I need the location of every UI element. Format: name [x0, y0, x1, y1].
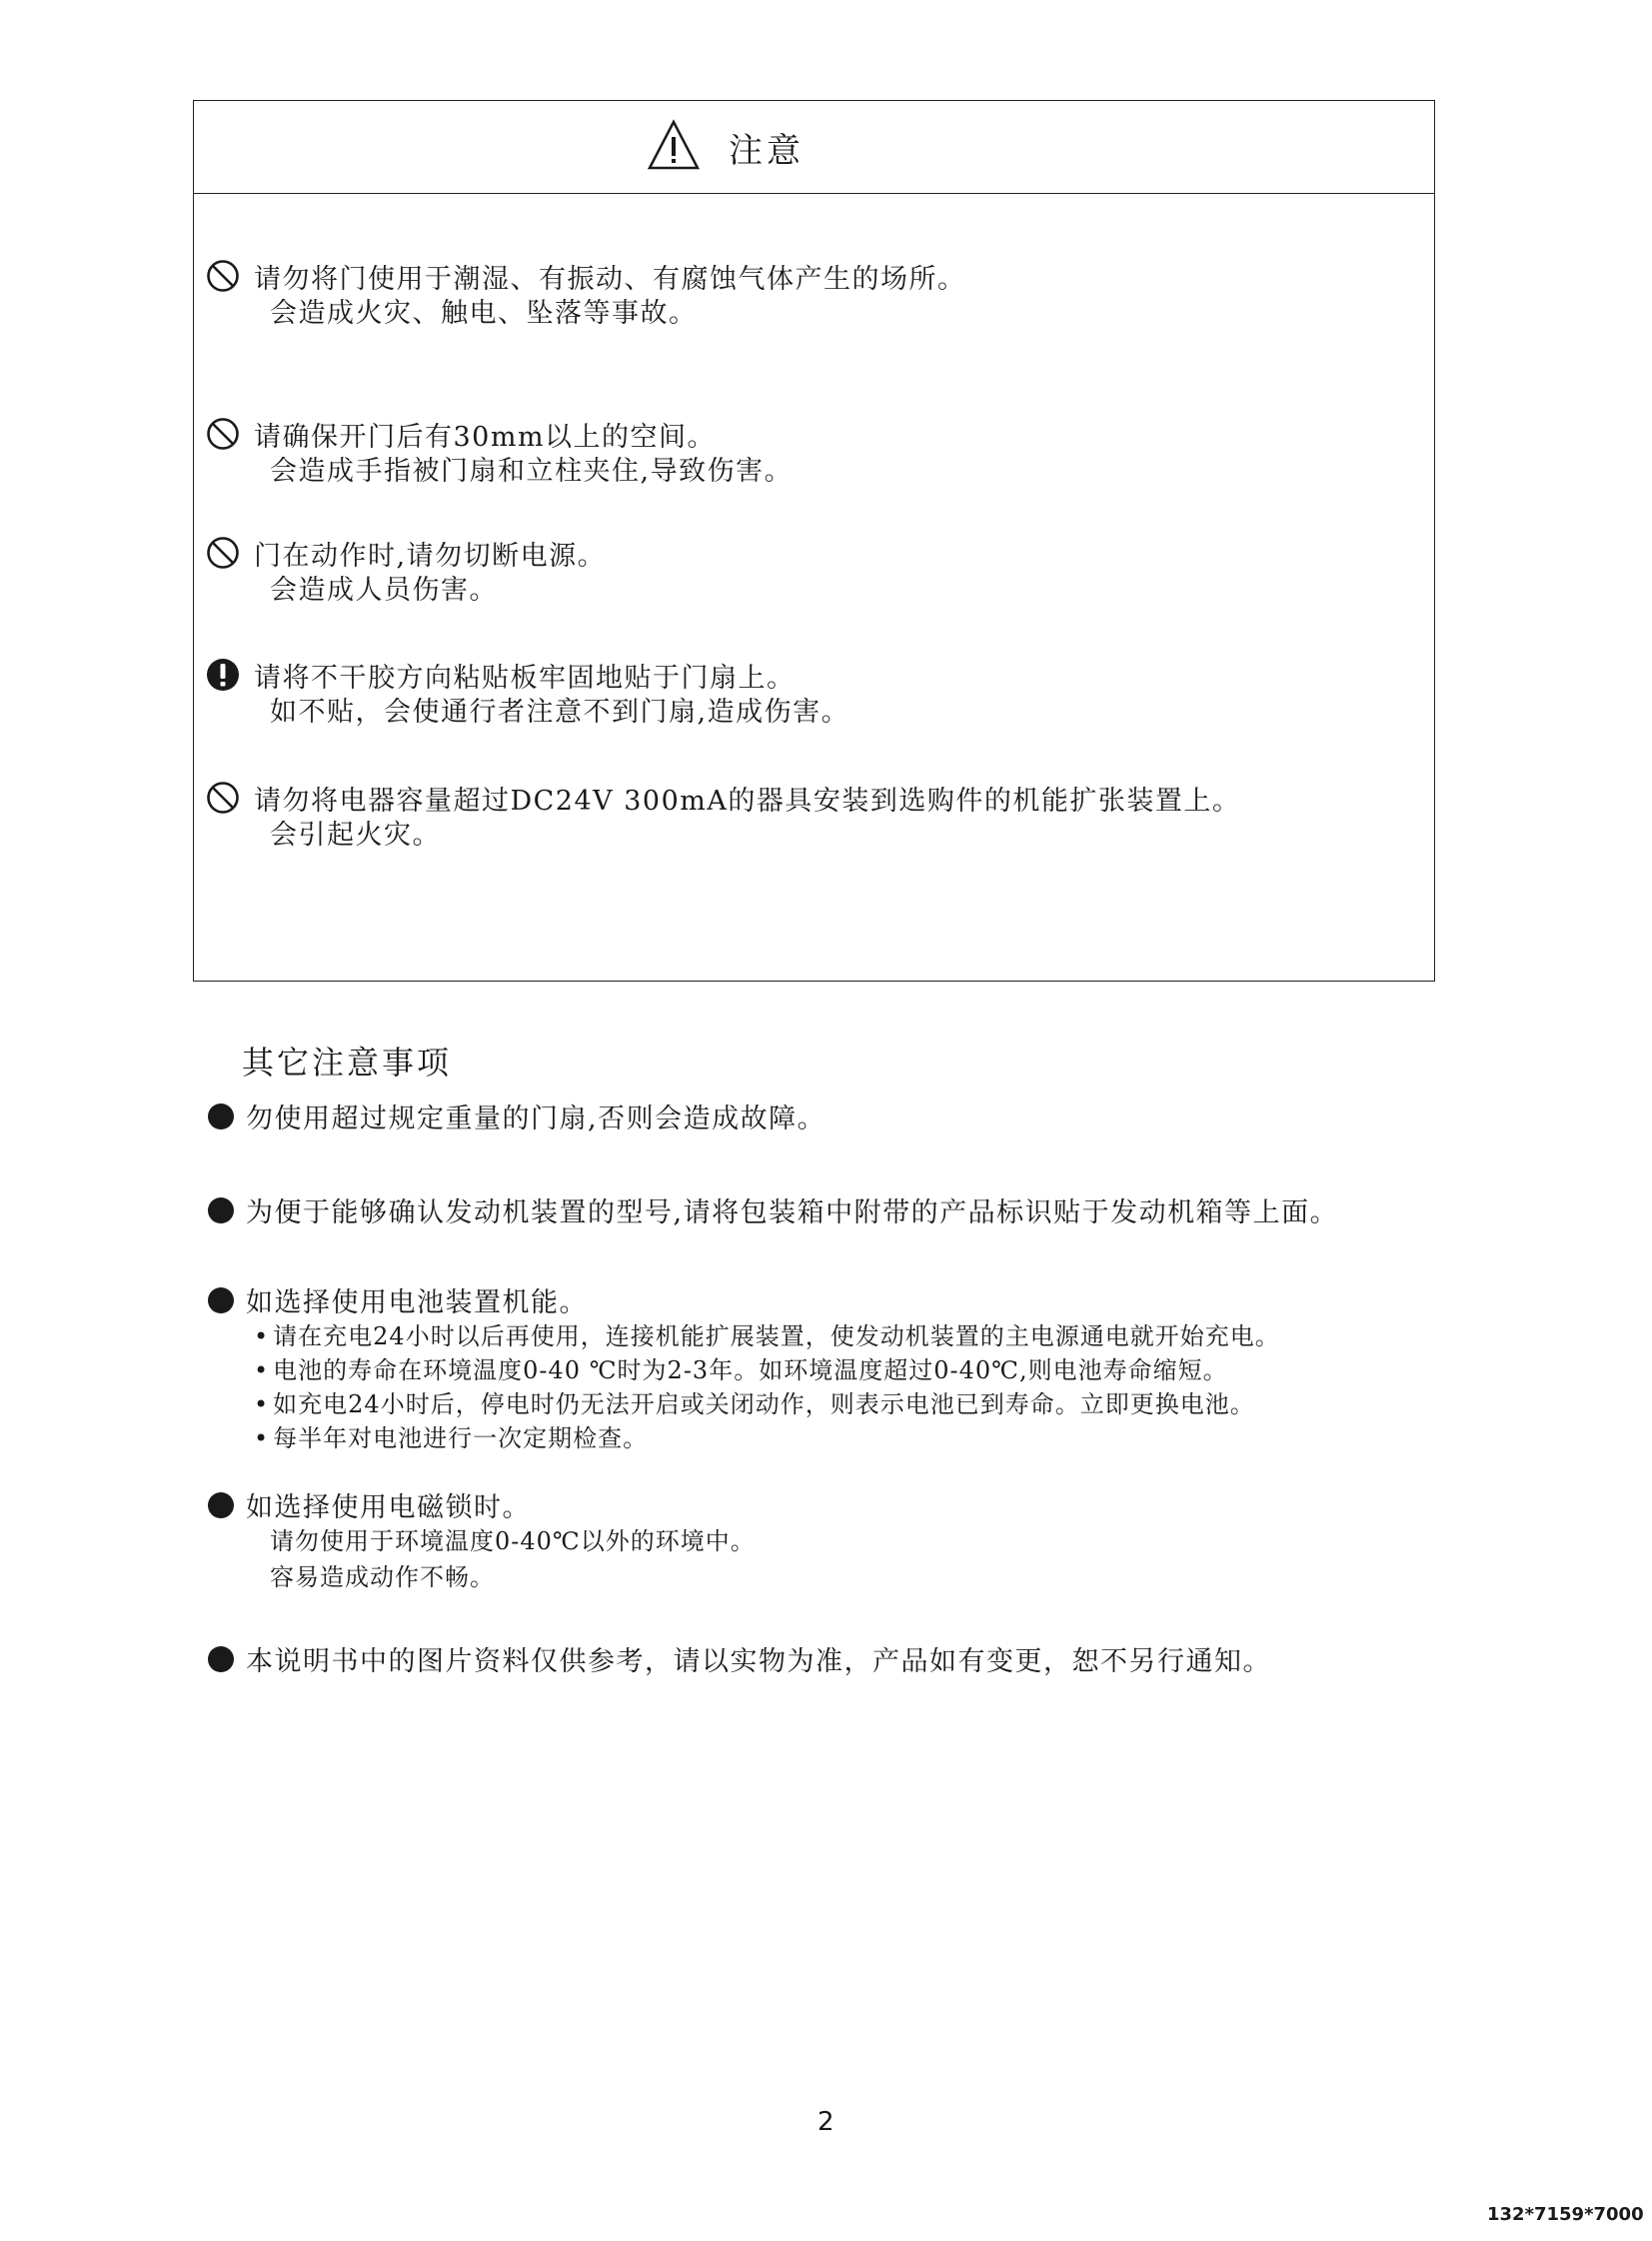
note-text: 勿使用超过规定重量的门扇,否则会造成故障。 [246, 1104, 826, 1134]
caution-consequence: 会造成人员伤害。 [270, 575, 498, 606]
prohibited-icon [206, 259, 240, 293]
warning-triangle-icon [647, 119, 701, 171]
bullet-dot-icon [208, 1197, 234, 1223]
bullet-dot-icon [208, 1646, 234, 1672]
exclamation-icon [206, 658, 240, 692]
caution-text: 请勿将门使用于潮湿、有振动、有腐蚀气体产生的场所。 [254, 264, 966, 295]
bullet-dot-icon [208, 1104, 234, 1129]
caution-text: 门在动作时,请勿切断电源。 [254, 541, 607, 572]
caution-consequence: 会引起火灾。 [270, 820, 441, 851]
note-text: 为便于能够确认发动机装置的型号,请将包装箱中附带的产品标识贴于发动机箱等上面。 [246, 1197, 1339, 1228]
note-subitem: 请勿使用于环境温度0-40℃以外的环境中。 [270, 1527, 756, 1555]
bullet-dot-icon [208, 1287, 234, 1313]
bullet-dot-icon [208, 1492, 234, 1518]
print-code: 132*7159*7000 [1487, 2204, 1644, 2225]
caution-text: 请勿将电器容量超过DC24V 300mA的器具安装到选购件的机能扩张装置上。 [254, 786, 1241, 817]
prohibited-icon [206, 781, 240, 815]
caution-consequence: 如不贴，会使通行者注意不到门扇,造成伤害。 [270, 697, 850, 728]
note-text: 如选择使用电磁锁时。 [246, 1492, 531, 1523]
caution-header [194, 101, 1434, 194]
caution-box [193, 100, 1435, 982]
other-notes-title: 其它注意事项 [242, 1044, 453, 1082]
note-subitem: • 如充电24小时后，停电时仍无法开启或关闭动作，则表示电池已到寿命。立即更换电池。 [254, 1384, 1255, 1419]
caution-consequence: 会造成火灾、触电、坠落等事故。 [270, 298, 698, 329]
caution-text: 请确保开门后有30mm以上的空间。 [254, 422, 717, 453]
caution-title: 注意 [729, 131, 805, 171]
note-subitem: • 请在充电24小时以后再使用，连接机能扩展装置，使发动机装置的主电源通电就开始充电。 [254, 1316, 1280, 1351]
note-text: 如选择使用电池装置机能。 [246, 1287, 588, 1318]
caution-consequence: 会造成手指被门扇和立柱夹住,导致伤害。 [270, 456, 794, 487]
note-subitem: 容易造成动作不畅。 [270, 1563, 495, 1591]
note-subitem: • 电池的寿命在环境温度0-40 ℃时为2-3年。如环境温度超过0-40℃,则电池寿命缩短。 [254, 1350, 1228, 1385]
prohibited-icon [206, 417, 240, 451]
note-text: 本说明书中的图片资料仅供参考，请以实物为准，产品如有变更，恕不另行通知。 [246, 1646, 1271, 1677]
note-subitem: • 每半年对电池进行一次定期检查。 [254, 1418, 648, 1453]
page-number: 2 [818, 2107, 834, 2137]
caution-text: 请将不干胶方向粘贴板牢固地贴于门扇上。 [254, 663, 796, 694]
prohibited-icon [206, 536, 240, 570]
